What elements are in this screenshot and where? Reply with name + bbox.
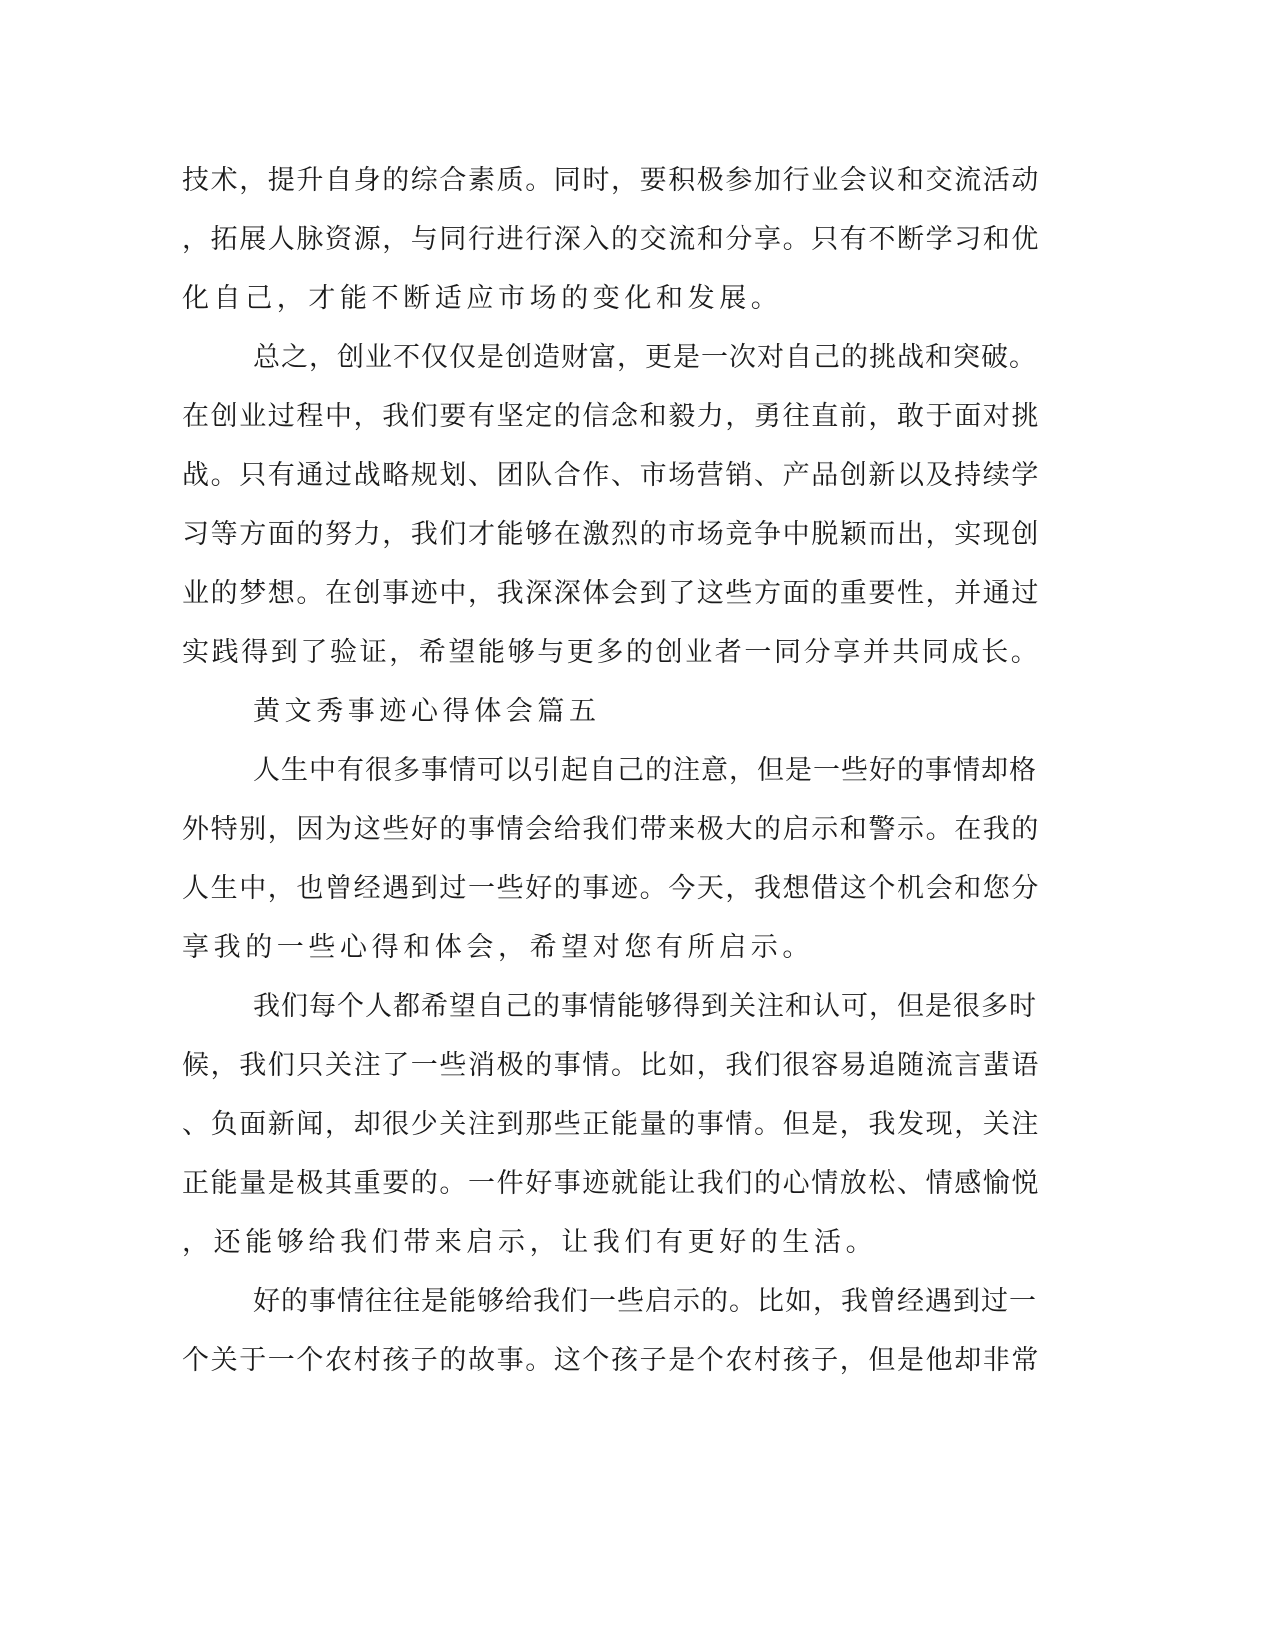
paragraph-first-line: 好的事情往往是能够给我们一些启示的。比如，我曾经遇到过一 xyxy=(253,1286,1037,1317)
text-line: 在创业过程中，我们要有坚定的信念和毅力，勇往直前，敢于面对挑 xyxy=(182,401,1040,432)
text-line: 正能量是极其重要的。一件好事迹就能让我们的心情放松、情感愉悦 xyxy=(182,1168,1040,1199)
text-line: 、负面新闻，却很少关注到那些正能量的事情。但是，我发现，关注 xyxy=(182,1109,1040,1140)
text-line: ，拓展人脉资源，与同行进行深入的交流和分享。只有不断学习和优 xyxy=(182,224,1040,255)
text-line: 人生中，也曾经遇到过一些好的事迹。今天，我想借这个机会和您分 xyxy=(182,873,1040,904)
text-line: 化自己，才能不断适应市场的变化和发展。 xyxy=(182,283,783,314)
text-line: 业的梦想。在创事迹中，我深深体会到了这些方面的重要性，并通过 xyxy=(182,578,1040,609)
text-line: 外特别，因为这些好的事情会给我们带来极大的启示和警示。在我的 xyxy=(182,814,1040,845)
text-line: 个关于一个农村孩子的故事。这个孩子是个农村孩子，但是他却非常 xyxy=(182,1345,1040,1376)
section-heading: 黄文秀事迹心得体会篇五 xyxy=(253,696,601,727)
text-line: ，还能够给我们带来启示，让我们有更好的生活。 xyxy=(182,1227,878,1258)
text-line: 战。只有通过战略规划、团队合作、市场营销、产品创新以及持续学 xyxy=(182,460,1040,491)
text-line: 习等方面的努力，我们才能够在激烈的市场竞争中脱颖而出，实现创 xyxy=(182,519,1040,550)
paragraph-first-line: 总之，创业不仅仅是创造财富，更是一次对自己的挑战和突破。 xyxy=(253,342,1037,373)
paragraph-first-line: 人生中有很多事情可以引起自己的注意，但是一些好的事情却格 xyxy=(253,755,1037,786)
text-line: 技术，提升自身的综合素质。同时，要积极参加行业会议和交流活动 xyxy=(182,165,1040,196)
text-line: 候，我们只关注了一些消极的事情。比如，我们很容易追随流言蜚语 xyxy=(182,1050,1040,1081)
paragraph-first-line: 我们每个人都希望自己的事情能够得到关注和认可，但是很多时 xyxy=(253,991,1037,1022)
text-line: 享我的一些心得和体会，希望对您有所启示。 xyxy=(182,932,814,963)
text-line: 实践得到了验证，希望能够与更多的创业者一同分享并共同成长。 xyxy=(182,637,1041,668)
